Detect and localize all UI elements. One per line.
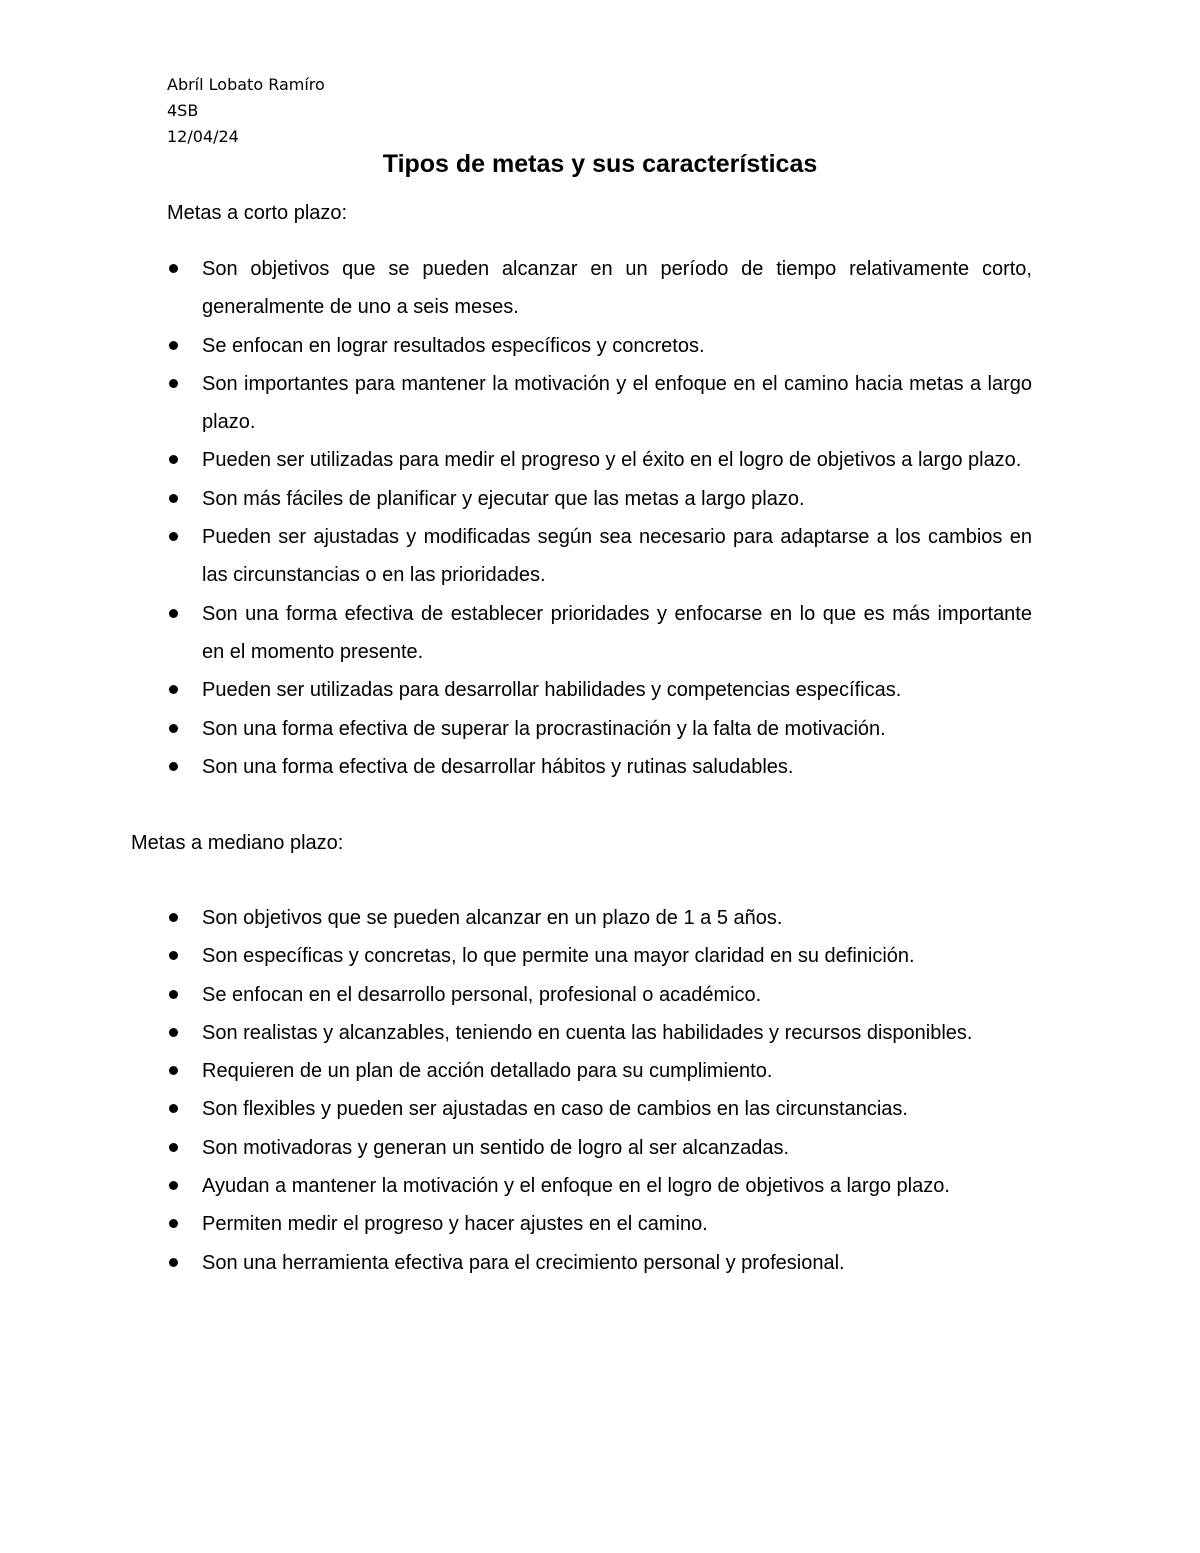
list-item-text: Pueden ser ajustadas y modificadas según sea necesario para adaptarse a los cambios en las circunstancias o en las prioridades. — [202, 526, 1032, 587]
list-item-text: Ayudan a mantener la motivación y el enfoque en el logro de objetivos a largo plazo. — [202, 1175, 950, 1198]
list-item-text: Requieren de un plan de acción detallado para su cumplimiento. — [202, 1060, 773, 1083]
list-item-text: Pueden ser utilizadas para medir el progreso y el éxito en el logro de objetivos a largo plazo. — [202, 449, 1022, 472]
bullet-icon — [169, 724, 178, 733]
bullet-icon — [169, 532, 178, 541]
list-item-text: Son realistas y alcanzables, teniendo en cuenta las habilidades y recursos disponibles. — [202, 1021, 973, 1044]
list-item — [0, 937, 1200, 975]
list-item-text: Son una forma efectiva de establecer prioridades y enfocarse en lo que es más importante en el momento presente. — [202, 602, 1032, 663]
list-item — [0, 1167, 1200, 1205]
list-item — [0, 441, 1200, 479]
list-item-text: Son motivadoras y generan un sentido de logro al ser alcanzadas. — [202, 1136, 790, 1159]
list-item — [0, 365, 1200, 442]
bullet-icon — [169, 1181, 178, 1190]
list-item-text: Son objetivos que se pueden alcanzar en un plazo de 1 a 5 años. — [202, 907, 783, 929]
list-item — [0, 480, 1200, 518]
bullet-icon — [169, 762, 178, 771]
list-item — [0, 1205, 1200, 1243]
bullet-icon — [169, 1143, 178, 1152]
list-item-text: Son específicas y concretas, lo que permite una mayor claridad en su definición. — [202, 945, 915, 968]
bullet-icon — [169, 913, 178, 922]
bullet-icon — [169, 341, 178, 350]
list-item — [0, 1052, 1200, 1090]
list-item — [0, 976, 1200, 1014]
list-item — [0, 748, 1200, 786]
list-item-text: Se enfocan en el desarrollo personal, profesional o académico. — [202, 983, 762, 1006]
list-item — [0, 1129, 1200, 1167]
list-item — [0, 518, 1200, 595]
document-title: Tipos de metas y sus características — [382, 150, 818, 178]
bullet-icon — [169, 1219, 178, 1228]
author-name: Abríl Lobato Ramíro — [167, 75, 325, 94]
bullet-icon — [169, 990, 178, 999]
bullet-icon — [169, 264, 178, 273]
bullet-icon — [169, 1066, 178, 1075]
list-item-text: Pueden ser utilizadas para desarrollar habilidades y competencias específicas. — [202, 679, 902, 702]
list-item — [0, 595, 1200, 672]
bullet-icon — [169, 609, 178, 618]
list-item — [0, 899, 1200, 937]
list-item-text: Son objetivos que se pueden alcanzar en un período de tiempo relativamente corto, generalmente de uno a seis meses. — [202, 258, 1032, 319]
document-date: 12/04/24 — [167, 127, 239, 146]
medium-term-goals-list — [0, 899, 1200, 1282]
document-header — [167, 72, 325, 150]
bullet-icon — [169, 455, 178, 464]
short-term-goals-list — [0, 250, 1200, 786]
list-item — [0, 1090, 1200, 1128]
bullet-icon — [169, 685, 178, 694]
list-item-text: Son una forma efectiva de superar la procrastinación y la falta de motivación. — [202, 717, 886, 740]
list-item — [0, 710, 1200, 748]
list-item-text: Permiten medir el progreso y hacer ajustes en el camino. — [202, 1213, 708, 1236]
list-item — [0, 1014, 1200, 1052]
bullet-icon — [169, 951, 178, 960]
list-item-text: Son flexibles y pueden ser ajustadas en caso de cambios en las circunstancias. — [202, 1098, 908, 1121]
bullet-icon — [169, 1104, 178, 1113]
section-heading-short-term: Metas a corto plazo: — [167, 202, 348, 224]
list-item-text: Son una forma efectiva de desarrollar hábitos y rutinas saludables. — [202, 755, 794, 778]
list-item — [0, 327, 1200, 365]
bullet-icon — [169, 379, 178, 388]
list-item — [0, 1244, 1200, 1282]
list-item-text: Son más fáciles de planificar y ejecutar que las metas a largo plazo. — [202, 487, 805, 510]
list-item — [0, 671, 1200, 709]
list-item-text: Son importantes para mantener la motivación y el enfoque en el camino hacia metas a largo plazo. — [202, 372, 1032, 434]
bullet-icon — [169, 1258, 178, 1267]
bullet-icon — [169, 494, 178, 503]
list-item — [0, 250, 1200, 327]
group-code: 4SB — [167, 101, 199, 120]
bullet-icon — [169, 1028, 178, 1037]
section-heading-medium-term: Metas a mediano plazo: — [131, 832, 344, 854]
list-item-text: Se enfocan en lograr resultados específicos y concretos. — [202, 334, 705, 357]
list-item-text: Son una herramienta efectiva para el crecimiento personal y profesional. — [202, 1251, 845, 1274]
